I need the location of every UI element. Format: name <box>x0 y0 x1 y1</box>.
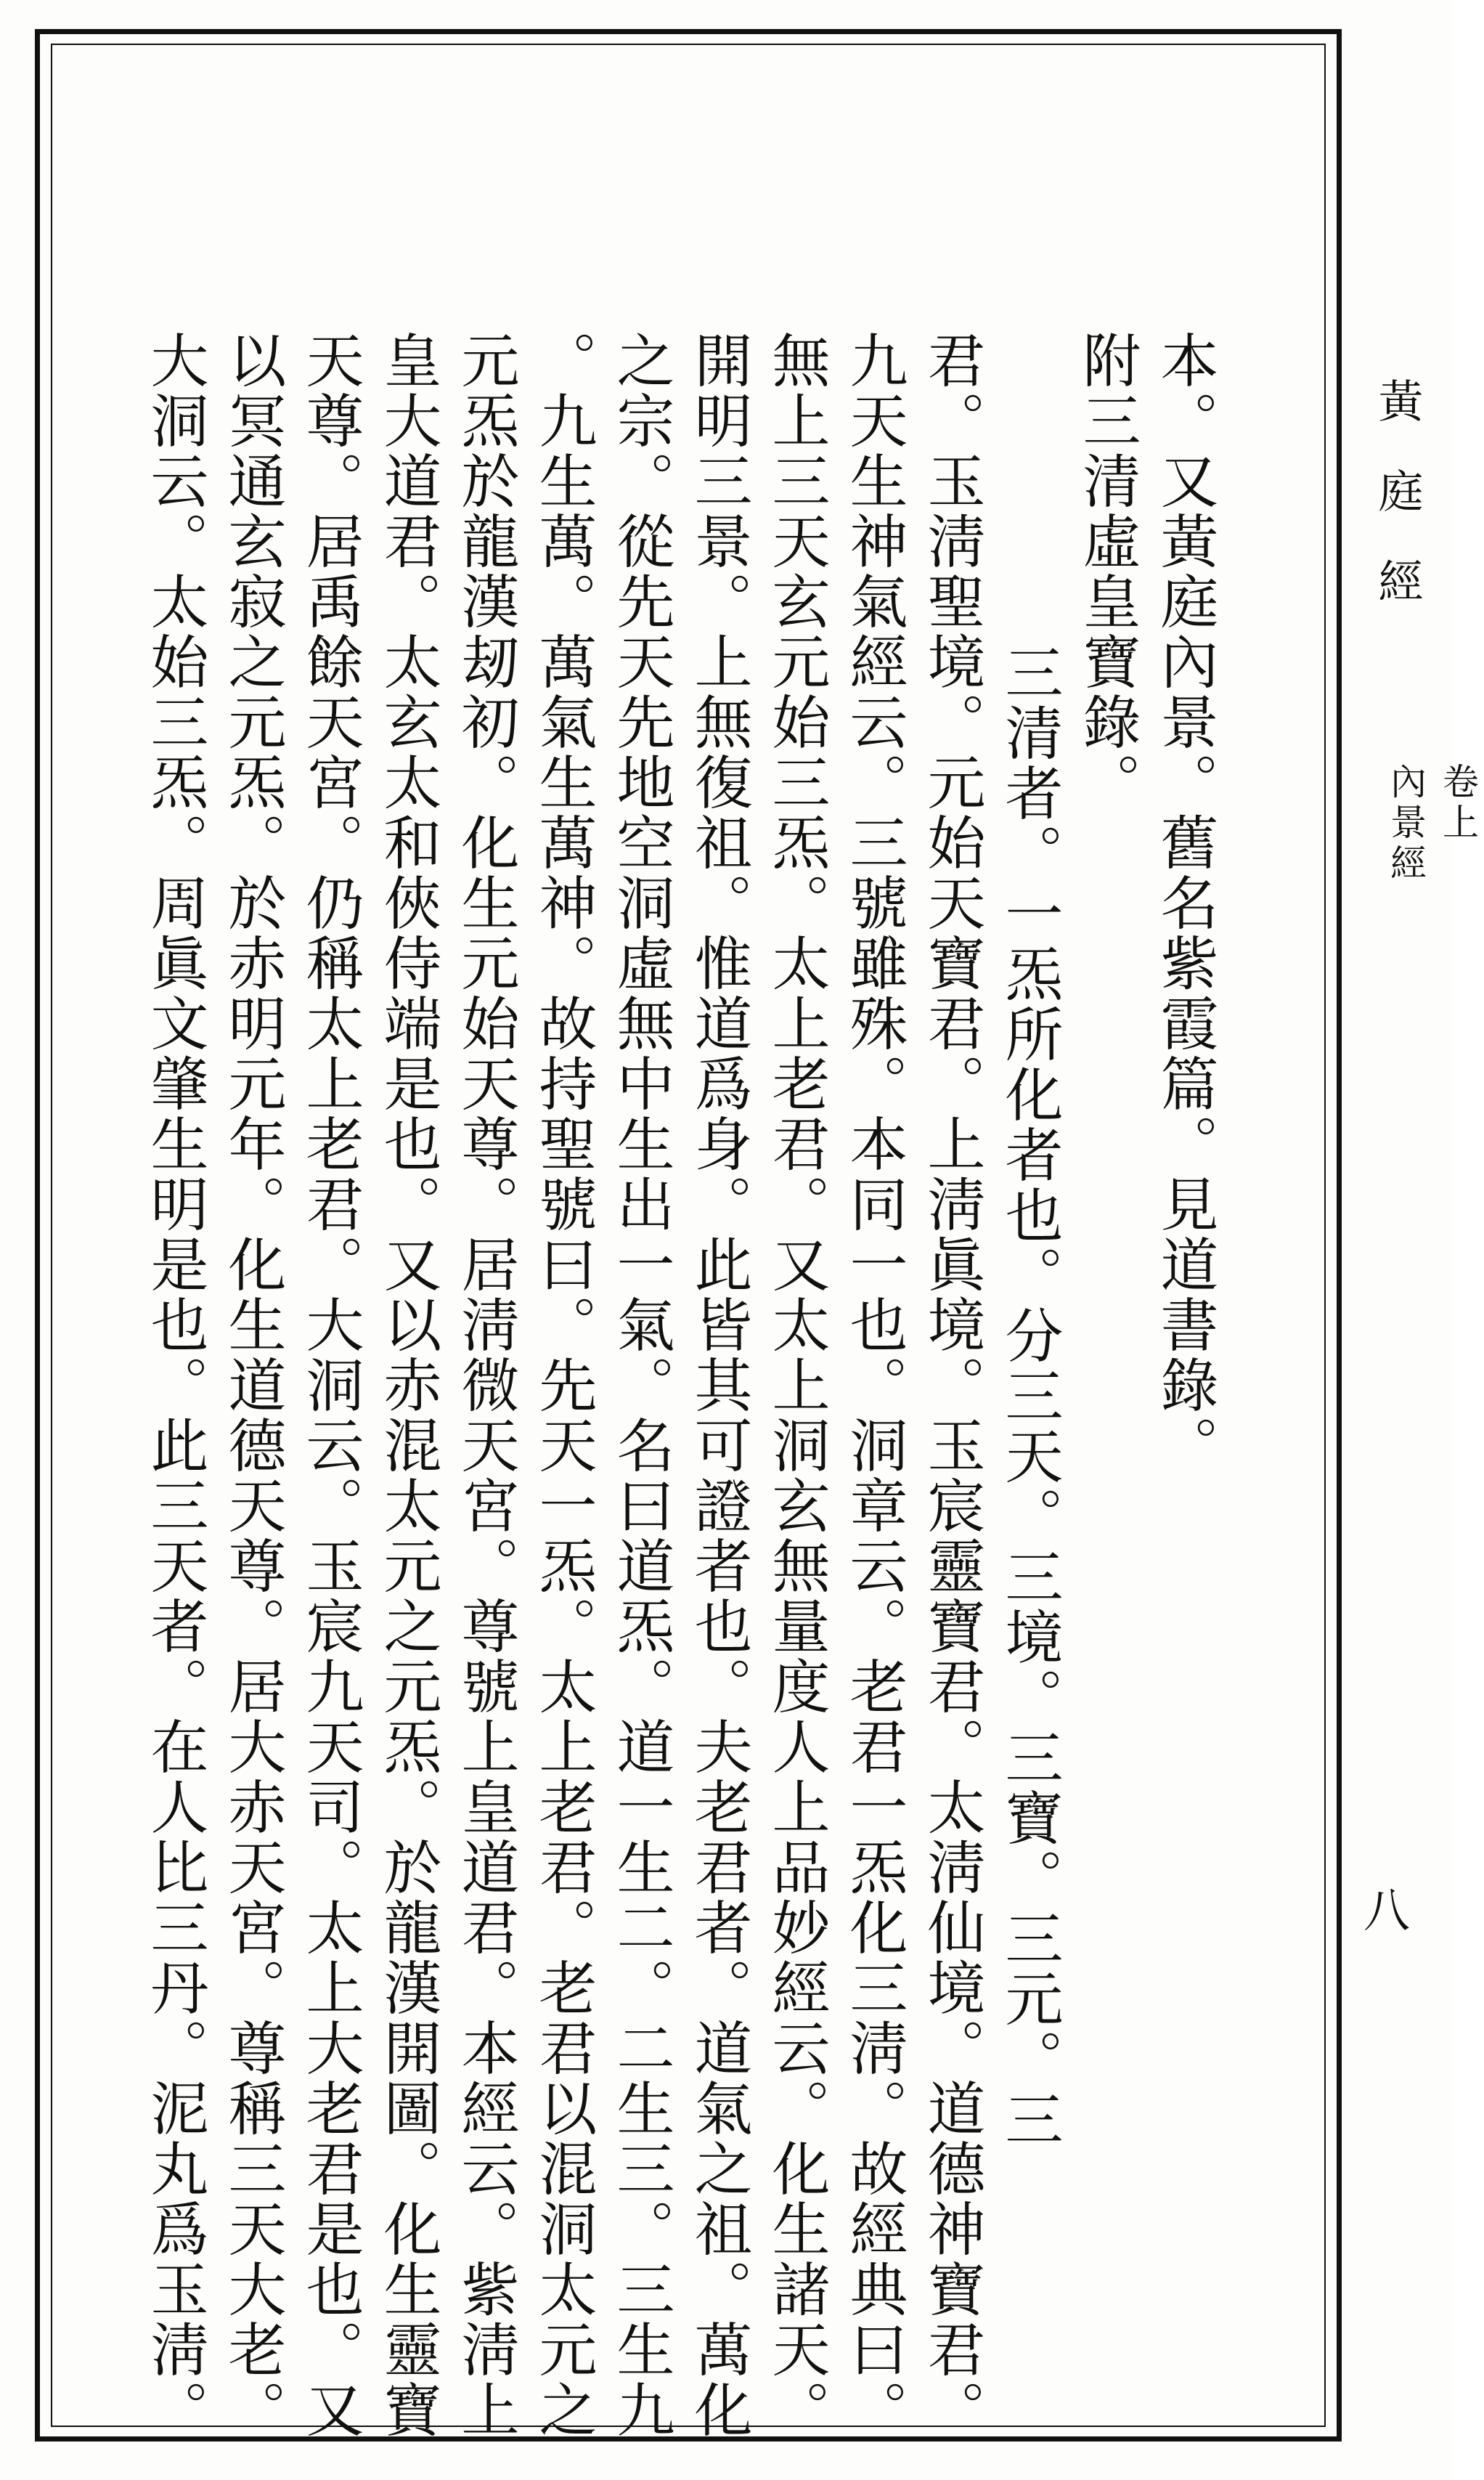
text-column: 以冥通玄寂之元炁。於赤明元年。化生道德天尊。居大赤天宮。尊稱三天大老。 <box>219 330 286 2440</box>
text-column: 無上三天玄元始三炁。太上老君。又太上洞玄無量度人上品妙經云。化生諸天。 <box>762 330 830 2440</box>
text-column: 九天生神氣經云。三號雖殊。本同一也。洞章云。老君一炁化三淸。故經典曰。 <box>840 330 908 2440</box>
text-column: 元炁於龍漢刼初。化生元始天尊。居淸微天宮。尊號上皇道君。本經云。紫淸上 <box>452 330 519 2440</box>
text-column: 皇大道君。太玄太和俠侍端是也。又以赤混太元之元炁。於龍漢開圖。化生靈寶 <box>374 330 441 2440</box>
volume-label: 卷上 <box>1437 763 1479 844</box>
main-text <box>136 330 1223 2440</box>
section-label <box>1379 763 1484 885</box>
text-column: 附三清虛皇寶錄。 <box>1073 330 1141 813</box>
chapter-label: 內景經 <box>1385 763 1427 885</box>
running-title: 黃庭經 <box>1371 378 1424 648</box>
text-column: 。九生萬。萬氣生萬神。故持聖號曰。先天一炁。太上老君。老君以混洞太元之 <box>529 330 597 2440</box>
text-column: 開明三景。上無復祖。惟道爲身。此皆其可證者也。夫老君者。道氣之祖。萬化 <box>685 330 752 2440</box>
text-column: 大洞云。太始三炁。周眞文肇生明是也。此三天者。在人比三丹。泥丸爲玉淸。 <box>141 330 208 2440</box>
text-column: 君。玉淸聖境。元始天寶君。上淸眞境。玉宸靈寶君。太淸仙境。道德神寶君。 <box>918 330 985 2440</box>
page-number: 八 <box>1363 1885 1410 1938</box>
text-column: 天尊。居禹餘天宮。仍稱太上老君。大洞云。玉宸九天司。太上大老君是也。又 <box>296 330 364 2440</box>
text-column: 本。又黃庭內景。舊名紫霞篇。見道書錄。 <box>1151 330 1218 1476</box>
text-column: 之宗。從先天先地空洞虛無中生出一氣。名曰道炁。道一生二。二生三。三生九 <box>607 330 674 2440</box>
text-column: 三清者。一炁所化者也。分三天。三境。三寶。三元。三 <box>995 643 1063 2150</box>
